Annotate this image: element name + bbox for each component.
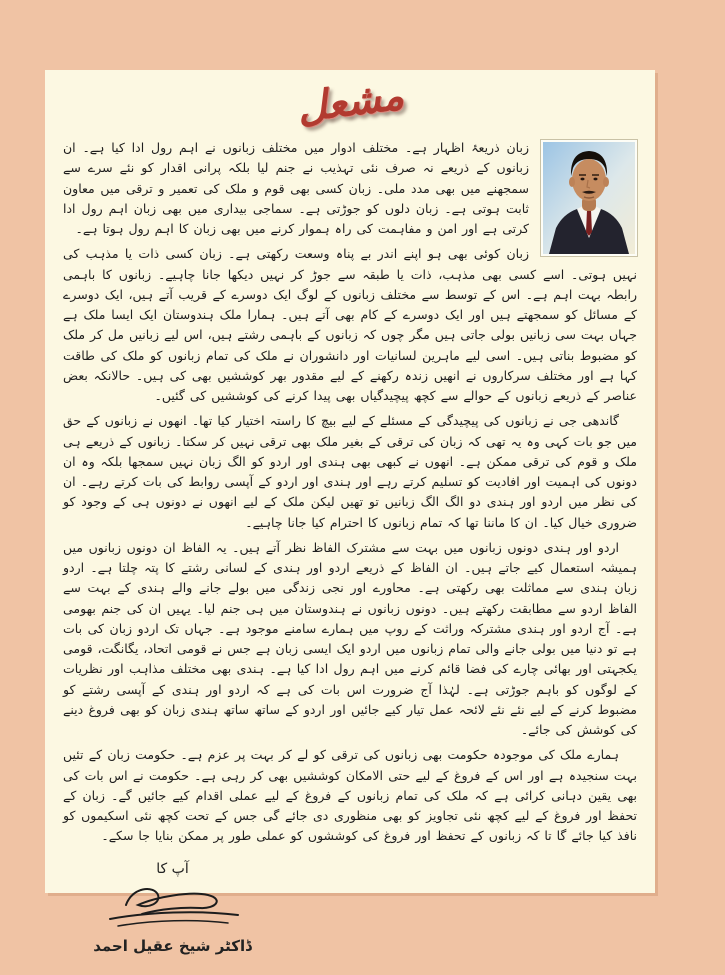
signature [75,879,270,935]
masthead [63,72,637,138]
article-body [63,138,637,955]
signature-scrawl [98,879,248,931]
paragraph-text: زبان ذریعۂ اظہار ہے۔ مختلف ادوار میں مختلف زبانوں نے اہم رول ادا کیا ہے۔ ان زبانوں کے ذریعے نہ صرف نئی تہذیب نے جنم لیا بلکہ پرانی اقدار کو نئے سرے سے سمجھنے میں بھی مدد ملی۔ زبان کسی بھی قوم و ملک کی تعمیر و ترقی میں معاون ثابت ہوتی ہے۔ زبان دلوں کو جوڑتی ہے۔ سماجی بیداری میں بھی زبان اہم رول ادا کرتی ہے اور امن و مفاہمت کی راہ ہموار کرنے میں بھی زبان کا اہم رول ہوتا ہے۔ [63,140,529,236]
closing-block [63,861,637,955]
magazine-title: مشعل [294,72,406,132]
article-paragraph: گاندھی جی نے زبانوں کی پیچیدگی کے مسئلے کے لیے بیچ کا راستہ اختیار کیا تھا۔ انھوں نے زبانوں کے حق میں جو بات کہی وہ یہ تھی کہ زبان کی ترقی کے بغیر ملک بھی ترقی نہیں کر سکتا۔ زبانوں کے ذریعے ہی ملک و قوم کی ترقی ممکن ہے۔ انھوں نے کبھی بھی ہندی اور اردو کو الگ زبان نہیں سمجھا بلکہ وہ ان دونوں کی اہمیت اور افادیت کو تسلیم کرتے رہے اور ہندی اور اردو کے آپسی روابط کی بات کرتے رہے۔ ان کی نظر میں اردو اور ہندی دو الگ الگ زبانیں تو تھیں لیکن ملک کے لیے انھوں نے دونوں ہی کے وجود کو ضروری خیال کیا۔ ان کا ماننا تھا کہ تمام زبانوں کا احترام کیا جانا چاہیے۔ [63,413,637,530]
article-paragraph: زبان کوئی بھی ہو اپنے اندر بے پناہ وسعت رکھتی ہے۔ زبان کسی ذات یا مذہب کی نہیں ہوتی۔ اسے کسی بھی مذہب، ذات یا طبقہ سے جوڑ کر نہیں دیکھا جانا چاہیے۔ زبانوں کا باہمی رابطہ بہت اہم ہے۔ اس کے توسط سے مختلف زبانوں کے لوگ ایک دوسرے کے قریب آتے ہیں، ایک دوسرے کے مسائل کو سمجھتے ہیں اور ایک دوسرے کے کام بھی آتے ہیں۔ ہمارا ملک ہندوستان ایک ایسا ملک ہے جہاں بہت سی زبانیں بولی جاتی ہیں مگر چوں کہ زبانوں کے باہمی رشتے ہیں، اس لیے زبانیں مل کر ملک کو مضبوط بناتی ہیں۔ اسی لیے ماہرین لسانیات اور دانشوران نے ملک کی تمام زبانوں کو ملک کی طاقت کہا ہے اور مختلف سرکاروں نے انھیں زندہ رکھنے کے لیے مقدور بھر کوششیں بھی کی ہیں۔ حالانکہ بعض عناصر کے ذریعے زبانوں کے حوالے سے کچھ پیچیدگیاں بھی پیدا کرنے کی کوششیں کی گئیں۔ [63,246,637,403]
article-paragraph: اردو اور ہندی دونوں زبانوں میں بہت سے مشترک الفاظ نظر آتے ہیں۔ یہ الفاظ ان دونوں زبانوں میں ہمیشہ استعمال کیے جاتے ہیں۔ ان الفاظ کے ذریعے اردو اور ہندی کے لسانی رشتے کا پتہ چلتا ہے۔ اردو زبان ہندی سے مماثلت بھی رکھتی ہے۔ محاورے اور نجی زندگی میں بولے جانے والے ہندی کے بہت سے الفاظ اردو سے مطابقت رکھتے ہیں۔ دونوں زبانوں نے ہندوستان میں ہی جنم لیا۔ یہیں ان کی جنم بھومی ہے۔ آج اردو اور ہندی مشترکہ وراثت کے روپ میں ہمارے سامنے موجود ہے۔ جہاں تک اردو زبان کی بات ہے تو دنیا میں بولی جانے والی تمام زبانوں میں اردو ایک ایسی زبان ہے جس نے قومی اتحاد، یگانگت، قومی یکجہتی اور بھائی چارے کی فضا قائم کرنے میں اہم رول ادا کیا ہے۔ ہندی بھی مختلف مذاہب اور نظریات کے لوگوں کو باہم جوڑتی ہے۔ لہٰذا آج ضرورت اس بات کی ہے کہ اردو اور ہندی کے آپسی رشتے کو مضبوط کرنے کے لیے نئے نئے لائحہ عمل تیار کیے جائیں اور اردو کے ساتھ ساتھ ہندی زبان کو بھی فروغ دینے کی کوشش کی جائے۔ [63,539,637,737]
letter-page [45,70,655,955]
editor-portrait-photo [541,140,637,256]
article-paragraph: ہمارے ملک کی موجودہ حکومت بھی زبانوں کی ترقی کو لے کر بہت پر عزم ہے۔ حکومت زبان کے تئیں بہت سنجیدہ ہے اور اس کے فروغ کے لیے حتی الامکان کوششیں بھی کر رہی ہے۔ حکومت نے اس بات کی بھی یقین دہانی کرائی ہے کہ ملک کی تمام زبانوں کے فروغ کے لیے عملی اقدام کیے جائیں گے۔ زبان کے تحفظ اور فروغ کے لیے کچھ نئی تجاویز کو بھی منظوری دی جائے گی جس کے تحت کچھ نئی اسکیموں کو نافذ کیا جائے گا تا کہ زبانوں کے تحفظ اور فروغ کی کوششوں کو عملی طور پر ممکن بنایا جا سکے۔ [63,747,637,844]
signatory-name: ڈاکٹر شیخ عقیل احمد [93,936,252,955]
portrait-illustration [543,142,635,254]
article-paragraph [63,138,637,239]
closing-salutation: آپ کا [156,860,189,877]
